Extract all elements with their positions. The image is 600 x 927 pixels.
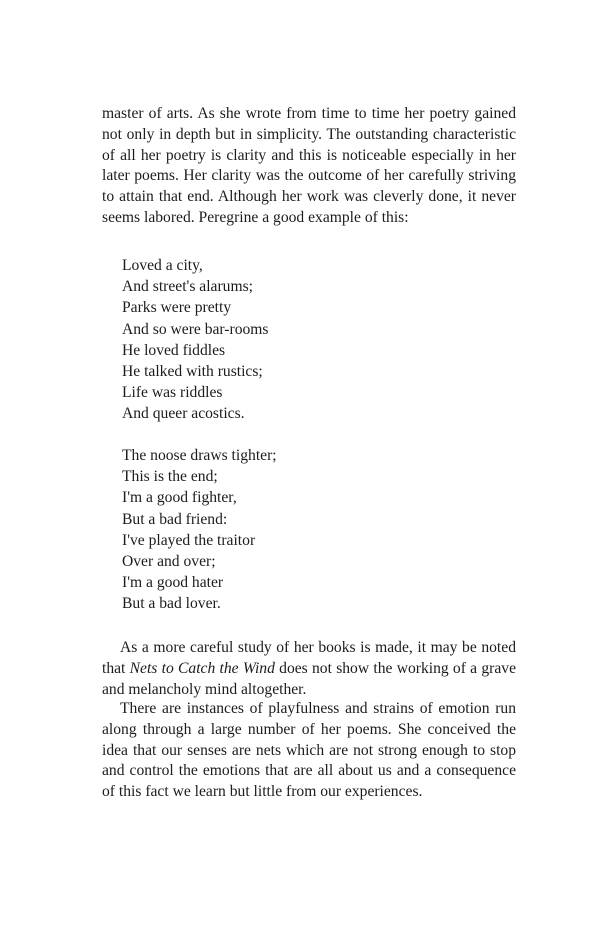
poem-line: I'm a good hater (122, 574, 224, 592)
paragraph-line: seems labored. Peregrine a good example of this: (102, 208, 409, 226)
poem-line: But a bad friend: (122, 510, 228, 528)
paragraph-line: idea that our senses are nets which are not strong enough to stop (102, 741, 516, 759)
poem-line: He loved fiddles (122, 341, 226, 359)
paragraph-line: As a more careful study of her books is made, it may be noted (120, 639, 516, 656)
poem-line: I'm a good fighter, (122, 489, 237, 507)
poem-line: And so were bar-rooms (122, 320, 269, 338)
paragraph-line: along through a large number of her poems. She conceived the (102, 720, 516, 738)
closing-paragraph-2 (102, 699, 516, 803)
paragraph-line: and melancholy mind altogether. (102, 680, 307, 698)
poem-line: And street's alarums; (122, 278, 253, 296)
poem-line: But a bad lover. (122, 595, 221, 613)
paragraph-line: not only in depth but in simplicity. The outstanding characteristic (102, 125, 516, 143)
paragraph-line: There are instances of playfulness and strains of emotion run (120, 700, 516, 717)
paragraph-line: master of arts. As she wrote from time to time her poetry gained (102, 105, 516, 122)
paragraph-line: later poems. Her clarity was the outcome of her carefully striving (102, 167, 516, 185)
book-title: Nets to Catch the Wind (129, 659, 275, 677)
paragraph-line: of all her poetry is clarity and this is noticeable especially in her (102, 146, 516, 164)
poem-stanza-2 (122, 445, 277, 615)
closing-paragraph-1 (102, 638, 516, 700)
line-prefix: that (102, 659, 130, 677)
poem-line: The noose draws tighter; (122, 447, 277, 464)
paragraph-line: of this fact we learn but little from our experiences. (102, 783, 423, 801)
paragraph-line (102, 659, 516, 680)
poem-line: I've played the traitor (122, 531, 256, 549)
poem-line: Life was riddles (122, 384, 223, 402)
paragraph-line: and control the emotions that are all about us and a consequence (102, 762, 516, 780)
poem-line: And queer acostics. (122, 405, 245, 423)
poem-line: Over and over; (122, 553, 216, 571)
poem-line: He talked with rustics; (122, 363, 263, 381)
line-suffix: does not show the working of a grave (274, 659, 516, 677)
poem-stanza-1 (122, 255, 269, 425)
poem-line: Parks were pretty (122, 299, 232, 317)
poem-line: Loved a city, (122, 257, 203, 274)
paragraph-line: to attain that end. Although her work was cleverly done, it never (102, 188, 516, 206)
poem-line: This is the end; (122, 468, 218, 486)
opening-paragraph (102, 104, 516, 229)
